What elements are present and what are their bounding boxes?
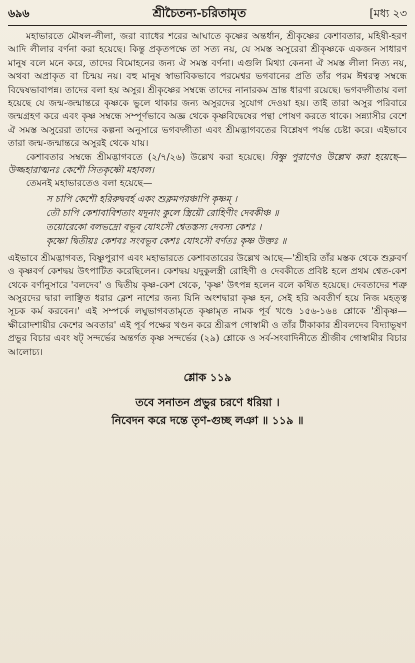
- sloka-line-2: নিবেদন করে দন্তে তৃণ-গুচ্ছ লঞা ॥ ১১৯ ॥: [111, 413, 304, 427]
- paragraph-2-a: কেশাবতার সম্বন্ধে শ্রীমদ্ভাগবতে (২/৭/২৬) উল্লেখ করা হয়েছে।: [26, 151, 271, 163]
- paragraph-3: তেমনই মহাভারতেও বলা হয়েছে—: [26, 178, 153, 190]
- sloka-block: [8, 369, 407, 430]
- sloka-line-1: তবে সনাতন প্রভুর চরণে ধরিয়া ।: [135, 395, 280, 409]
- book-title: শ্রীচৈতন্য-চরিতামৃত: [152, 6, 247, 20]
- sloka-label: শ্লোক ১১৯: [183, 370, 232, 384]
- header-rule: [8, 25, 407, 26]
- page-number: ৬৯৬: [8, 7, 30, 20]
- verse-line-1: স চাপি কেশৌ হরিরুদ্ববর্হ একং শুক্লমপরঞ্চাপি কৃষ্ণম্ ।: [46, 193, 238, 205]
- sanskrit-verse: [46, 193, 407, 250]
- page-header: [8, 5, 407, 23]
- verse-line-3: তয়োরেকো বলভদ্রো বভূব যোঽসৌ শ্বেতস্তস্য দেবস্য কেশঃ ।: [46, 222, 262, 234]
- paragraph-2-b: বিষ্ণু পুরাণেও উল্লেখ করা হয়েছে—উজ্জহারাত্মনঃ কেশৌ সিতকৃষ্ণৌ মহাবল।: [8, 151, 407, 177]
- paragraph-4: এইভাবে শ্রীমদ্ভাগবত, বিষ্ণুপুরাণ এবং মহাভারতে কেশাবতারের উল্লেখ আছে—'শ্রীহরি তাঁর মস্তক থেকে শুক্লবর্ণ ও কৃষ্ণবর্ণ কেশদ্বয় উৎপাটিত করেছিলেন। কেশদ্বয় যদুকুলস্ত্রী রোহিণী ও দেবকীতে প্রবিষ্ট হলে প্রথম শ্বেত-কেশ থেকে বর্ণানুসারে 'বলদেব' ও দ্বিতীয় কৃষ্ণ-কেশ থেকে, 'কৃষ্ণ' উৎপন্ন হলেন বলে কথিত হয়েছে। দেবতাদের শত্রু অসুরদের দ্বারা লাঞ্ছিত ধরার ক্লেশ নাশের জন্য যিনি অংশদ্বারা কৃষ্ণ হন, সেই হরি অবতীর্ণ হয়ে নিজ মহত্ত্ব সূচক কর্ম করবেন।' এই সম্পর্কে লঘুভাগবতামৃতে কৃষ্ণামৃত নামক পূর্ব খণ্ডে ১৫৬-১৬৪ শ্লোকে 'শ্রীকৃষ্ণ—ক্ষীরোদশায়ীর কেশের অবতার' এই পূর্ব পক্ষের খণ্ডন করে শ্রীরূপ গোস্বামী ও তাঁর টীকাকার শ্রীবলদেব বিদ্যাভূষণ প্রভুর বিচার এবং ষট্ সন্দর্ভের অন্তর্গত কৃষ্ণ সন্দর্ভের (২৯) শ্লোকে ও সর্ব-সংবাদিনীতে শ্রীজীব গোস্বামীর বিচার আলোচ্য।: [8, 252, 407, 358]
- verse-line-2: তৌ চাপি কেশাবাবিশতাং যদূনাং কুলে স্ত্রিয়ৌ রোহিণীং দেবকীঞ্চ ॥: [46, 208, 279, 220]
- chapter-section: [মধ্য ২৩: [369, 7, 407, 20]
- verse-line-4: কৃষ্ণো দ্বিতীয়ঃ কেশবঃ সংবভূব কেশঃ যোঽসৌ বর্ণতঃ কৃষ্ণ উক্তঃ ॥: [46, 236, 287, 248]
- paragraph-1: মহাভারতে মৌষল-লীলা, জরা ব্যাধের শরের আঘাতে কৃষ্ণের অন্তর্ধান, শ্রীকৃষ্ণের কেশাবতার, মহিষী-হরণ আদি লীলার বর্ণনা করা হয়েছে। কিন্তু প্রকৃতপক্ষে তা সত্য নয়, যে সমস্ত অসুরেরা শ্রীকৃষ্ণকে একজন সাধারণ মানুষ বলে মনে করে, তাদের বিমোহনের জন্য ঐ সমস্ত বর্ণনা। এগুলি মিথ্যা কেননা ঐ সমস্ত লীলা নিত্য নয়, অথবা অপ্রাকৃত বা চিন্ময় নয়। বহু মানুষ স্বাভাবিকভাবে পরমেশ্বর ভগবানের প্রতি তাঁর পরম ঈশ্বরত্ব সম্বন্ধে বিদ্বেষভাবাপন্ন। তাদের বলা হয় অসুর। শ্রীকৃষ্ণের সম্বন্ধে তাদের নানারকম ভ্রান্ত ধারণা রয়েছে। ভগবদ্গীতায় বলা হয়েছে যে জন্ম-জন্মান্তরে কৃষ্ণকে ভুলে থাকার জন্য অসুরদের সুযোগ দেওয়া হয়। তাই তারা অসুর পরিবারে জন্মগ্রহণ করে এবং কৃষ্ণ সম্বন্ধে সম্পূর্ণভাবে অজ্ঞ থেকে কৃষ্ণবিদ্বেষের পন্থা পোষণ করতে থাকে। সন্ন্যাসীর বেশে ঐ সমস্ত অসুরেরা তাদের কল্পনা অনুসারে ভগবদ্গীতা এবং শ্রীমদ্ভাগবতের বিশ্লেষণ পর্যন্ত চেষ্টা করে। এইভাবে তারা জন্ম-জন্মান্তরে অসুরই থেকে যায়।: [8, 31, 407, 150]
- paragraph-2: [8, 151, 407, 178]
- purport-text: [8, 30, 407, 359]
